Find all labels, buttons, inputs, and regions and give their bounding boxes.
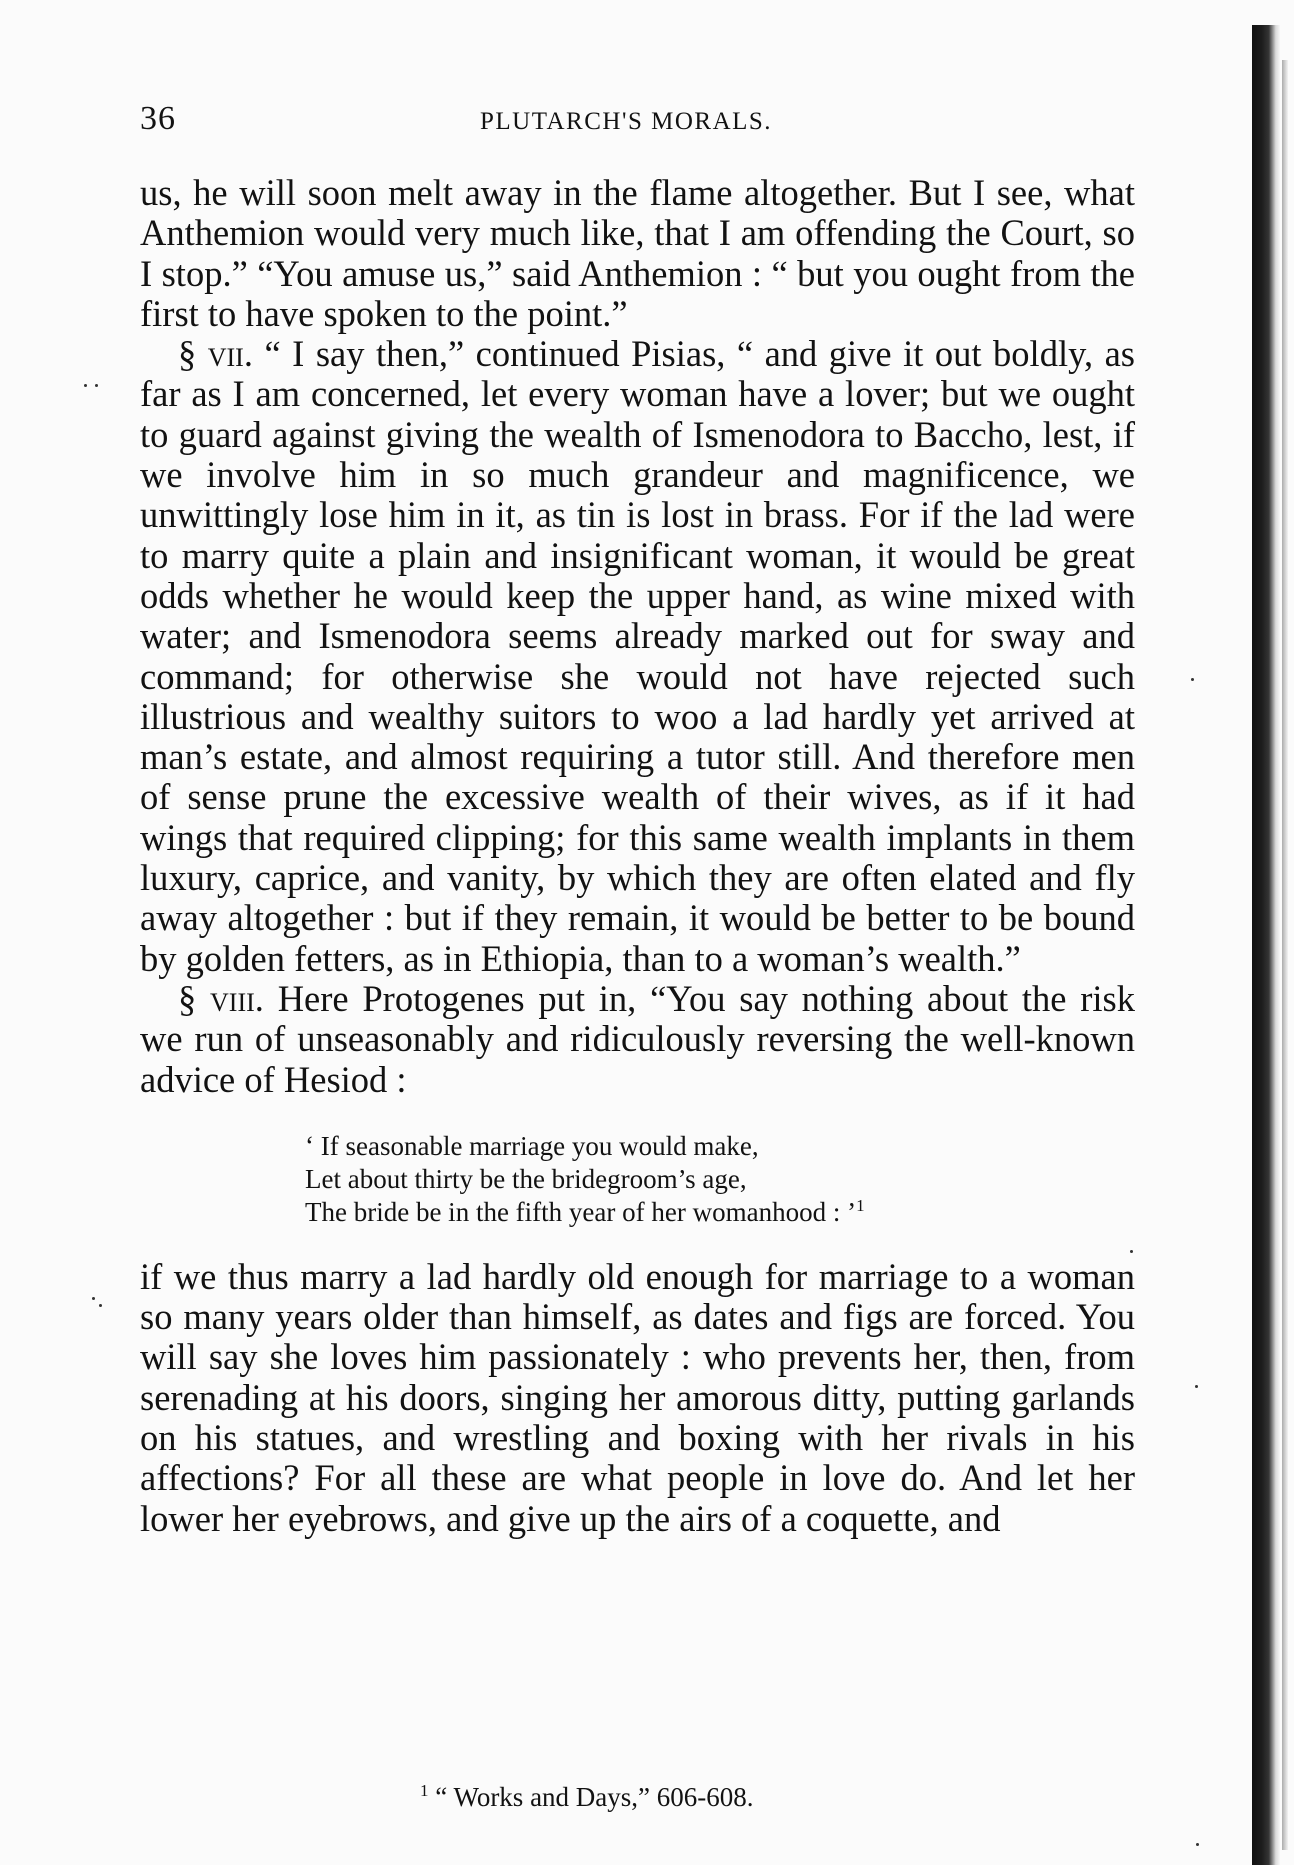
- scan-speck: [95, 384, 98, 387]
- quote-line-text: The bride be in the fifth year of her womanhood : ’: [305, 1196, 857, 1227]
- verse-quote: [305, 1130, 1135, 1229]
- page-number: 36: [140, 100, 176, 137]
- paragraph-text: if we thus marry a lad hardly old enough for marriage to a woman so many years older than himself, as dates and figs are forced. You will say she loves him passionately : who prevents her, then, from serenading at his doors, singing her amorous ditty, putting garlands on his statues, and wrestling and boxing with her rivals in his affections? For all these are what people in love do. And let her lower her eyebrows, and give up the airs of a coquette, and: [140, 1255, 1135, 1539]
- quote-line: Let about thirty be the bridegroom’s age,: [305, 1163, 747, 1194]
- scan-speck: [1195, 1385, 1198, 1388]
- paragraph: [140, 334, 1135, 979]
- footnote: [420, 1782, 754, 1813]
- main-text: [140, 173, 1135, 1539]
- scan-speck: [1191, 678, 1194, 681]
- footnote-marker: 1: [856, 1195, 865, 1215]
- scan-speck: [1196, 1843, 1199, 1846]
- page-header: [140, 100, 1135, 148]
- paragraph: [140, 979, 1135, 1100]
- paragraph-text: “ I say then,” continued Pisias, “ and give it out boldly, as far as I am concerned, let every woman have a lover; but we ought to guard against giving the wealth of Ismenodora to Baccho, lest, if we involve him in so much grandeur and magnificence, we unwittingly lose him in it, as tin is lost in brass. For if the lad were to marry quite a plain and insignificant woman, it would be great odds whether he would keep the upper hand, as wine mixed with water; and Ismenodora seems already marked out for sway and command; for otherwise she would not have rejected such illustrious and wealthy suitors to woo a lad hardly yet arrived at man’s estate, and almost requiring a tutor still. And therefore men of sense prune the excessive wealth of their wives, as if it had wings that required clipping; for this same wealth implants in them luxury, caprice, and vanity, by which they are often elated and fly away altogether : but if they remain, it would be better to be bound by golden fetters, as in Ethiopia, than to a woman’s wealth.”: [140, 333, 1135, 979]
- footnote-marker: 1: [420, 1781, 429, 1800]
- running-head: PLUTARCH'S MORALS.: [480, 108, 773, 135]
- paragraph: [140, 173, 1135, 334]
- section-number: § viii.: [178, 977, 264, 1019]
- scan-speck: [92, 1297, 95, 1300]
- section-number: § vii.: [178, 333, 253, 375]
- quote-line: [305, 1196, 1135, 1229]
- scan-edge-shadow: [1252, 25, 1280, 1865]
- quote-line: ‘ If seasonable marriage you would make,: [305, 1130, 759, 1161]
- scan-edge-fade: [1282, 60, 1288, 1850]
- paragraph-text: Here Protogenes put in, “You say nothing about the risk we run of unseasonably and ridiculously reversing the well-known advice of Hesiod :: [140, 977, 1135, 1100]
- paragraph-text: us, he will soon melt away in the flame altogether. But I see, what Anthemion would very much like, that I am offending the Court, so I stop.” “You amuse us,” said Anthemion : “ but you ought from the first to have spoken to the point.”: [140, 172, 1135, 334]
- scan-speck: [84, 384, 87, 387]
- scan-speck: [99, 1304, 102, 1307]
- footnote-text: “ Works and Days,” 606-608.: [435, 1782, 754, 1812]
- paragraph: [140, 1257, 1135, 1539]
